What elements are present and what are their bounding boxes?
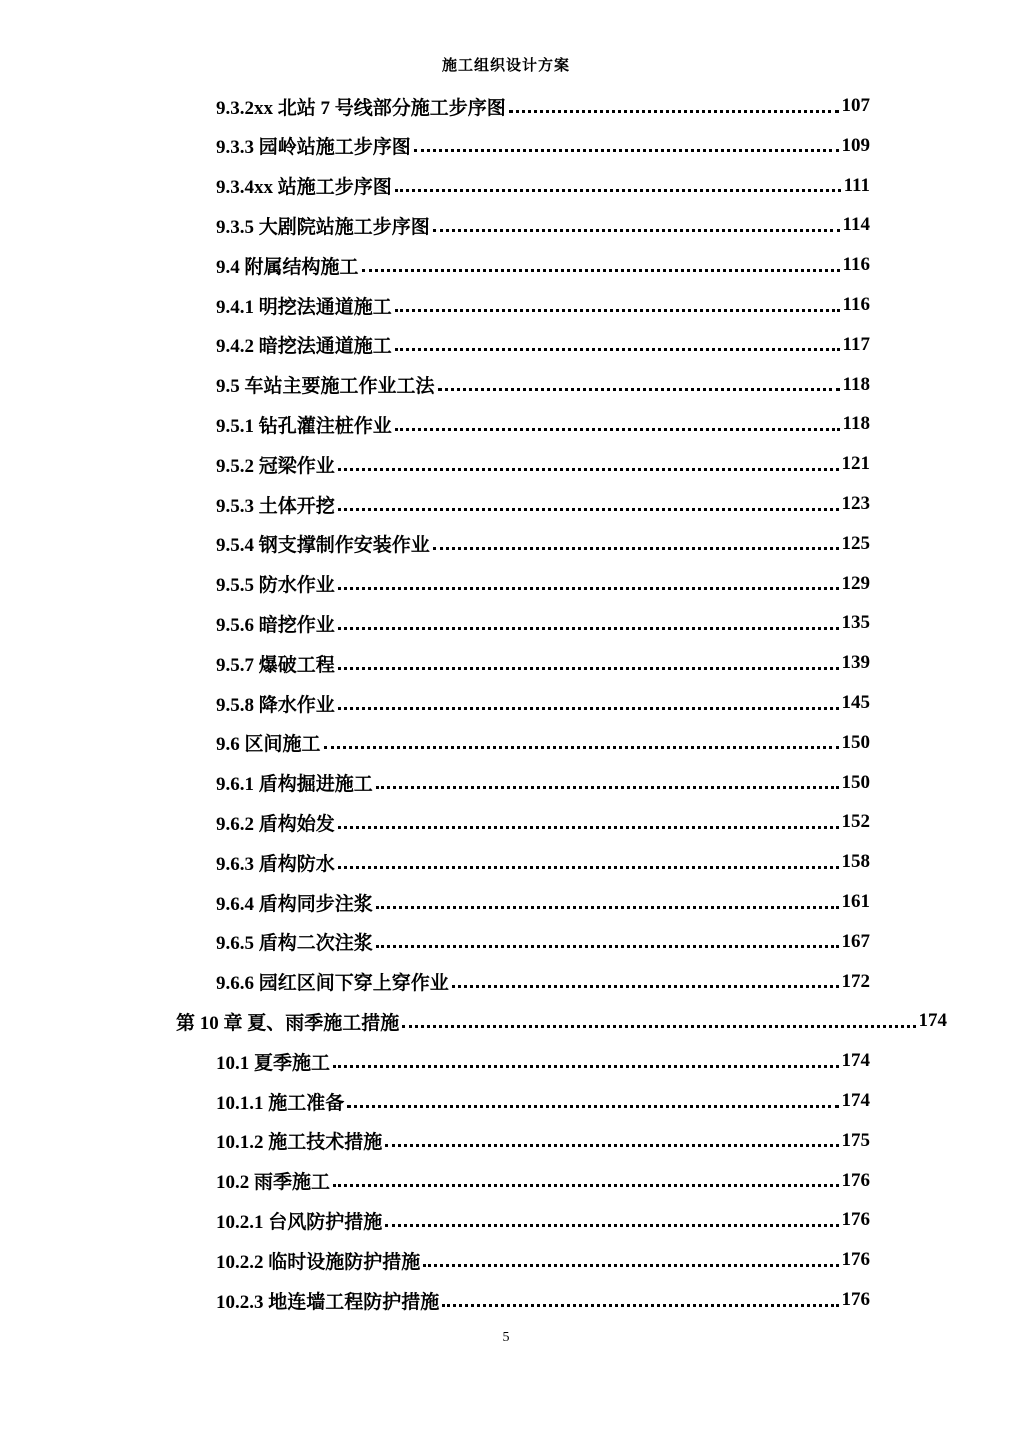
toc-dot-leader: [433, 547, 839, 550]
toc-entry-page: 117: [842, 333, 870, 355]
toc-entry[interactable]: [216, 1123, 870, 1159]
toc-entry-label: 9.6.4 盾构同步注浆: [216, 893, 373, 915]
toc-entry-page: 172: [841, 970, 870, 992]
toc-entry[interactable]: [216, 1202, 870, 1238]
toc-entry[interactable]: [216, 685, 870, 721]
toc-entry-label: 9.5.8 降水作业: [216, 694, 335, 716]
toc-entry[interactable]: [216, 1043, 870, 1079]
toc-dot-leader: [385, 1144, 838, 1147]
toc-dot-leader: [385, 1224, 838, 1227]
toc-dot-leader: [395, 309, 840, 312]
toc-dot-leader: [338, 508, 839, 511]
toc-dot-leader: [395, 428, 840, 431]
toc-dot-leader: [423, 1264, 838, 1267]
toc-entry-label: 9.6 区间施工: [216, 734, 321, 756]
toc-entry-page: 175: [841, 1129, 870, 1151]
toc-entry[interactable]: [216, 327, 870, 363]
toc-dot-leader: [395, 348, 840, 351]
toc-entry[interactable]: [216, 924, 870, 960]
toc-dot-leader: [376, 945, 839, 948]
toc-dot-leader: [452, 985, 839, 988]
toc-entry-page: 174: [841, 1050, 870, 1072]
toc-dot-leader: [333, 1065, 838, 1068]
toc-dot-leader: [338, 627, 839, 630]
toc-entry-page: 116: [842, 294, 870, 315]
toc-dot-leader: [338, 667, 839, 670]
toc-entry[interactable]: [216, 486, 870, 522]
toc-entry-label: 9.6.6 园红区间下穿上穿作业: [216, 973, 449, 995]
toc-entry-page: 158: [841, 851, 870, 873]
toc-entry-label: 9.6.2 盾构始发: [216, 813, 335, 835]
toc-entry-page: 145: [841, 692, 870, 713]
toc-entry[interactable]: [216, 605, 870, 641]
toc-entry[interactable]: [216, 1163, 870, 1199]
toc-entry[interactable]: [216, 964, 870, 1000]
toc-entry-label: 10.2 雨季施工: [216, 1172, 331, 1194]
toc-entry[interactable]: [216, 765, 870, 801]
toc-entry[interactable]: [216, 88, 870, 124]
toc-entry[interactable]: [216, 844, 870, 880]
toc-entry-label: 10.1.2 施工技术措施: [216, 1132, 383, 1154]
toc-entry[interactable]: [216, 804, 870, 840]
toc-entry-label: 9.4.1 明挖法通道施工: [216, 296, 392, 318]
toc-entry-label: 9.5.5 防水作业: [216, 575, 335, 597]
toc-entry-label: 10.2.3 地连墙工程防护措施: [216, 1291, 440, 1313]
toc-entry-page: 174: [841, 1090, 870, 1111]
toc-entry[interactable]: [216, 1282, 870, 1318]
toc-entry[interactable]: [216, 367, 870, 403]
toc-entry-page: 114: [842, 214, 870, 236]
toc-entry-label: 9.6.3 盾构防水: [216, 853, 335, 875]
toc-entry[interactable]: [216, 446, 870, 482]
toc-entry[interactable]: [216, 526, 870, 562]
toc-entry-label: 9.3.4xx 站施工步序图: [216, 177, 392, 199]
toc-entry[interactable]: [216, 168, 870, 204]
toc-entry-label: 9.3.5 大剧院站施工步序图: [216, 216, 430, 238]
toc-dot-leader: [338, 468, 839, 471]
toc-entry-page: 176: [841, 1289, 870, 1310]
toc-entry[interactable]: [216, 287, 870, 323]
toc-entry-page: 135: [841, 612, 870, 634]
toc-entry[interactable]: [216, 645, 870, 681]
toc-entry-page: 116: [842, 254, 870, 276]
toc-entry-label: 9.6.5 盾构二次注浆: [216, 933, 373, 955]
toc-dot-leader: [347, 1105, 838, 1108]
toc-entry-page: 118: [842, 373, 870, 395]
toc-dot-leader: [338, 866, 839, 869]
toc-entry-page: 176: [841, 1169, 870, 1191]
toc-entry-label: 10.1 夏季施工: [216, 1052, 331, 1074]
toc-entry-page: 123: [841, 493, 870, 514]
toc-entry[interactable]: [216, 128, 870, 164]
toc-entry[interactable]: [216, 884, 870, 920]
toc-dot-leader: [376, 786, 839, 789]
toc-entry-label: 10.2.2 临时设施防护措施: [216, 1251, 421, 1273]
toc-entry-label: 9.5 车站主要施工作业工法: [216, 376, 435, 398]
toc-entry-page: 125: [841, 532, 870, 554]
toc-dot-leader: [324, 746, 839, 749]
toc-entry[interactable]: [216, 247, 870, 283]
toc-dot-leader: [442, 1304, 838, 1307]
toc-entry-label: 10.2.1 台风防护措施: [216, 1211, 383, 1233]
toc-entry[interactable]: [216, 1242, 870, 1278]
toc-dot-leader: [414, 149, 839, 152]
toc-dot-leader: [438, 388, 840, 391]
toc-entry-page: 118: [842, 413, 870, 435]
toc-dot-leader: [395, 189, 841, 192]
toc-entry-label: 第 10 章 夏、雨季施工措施: [176, 1012, 400, 1034]
toc-entry-page: 109: [841, 134, 870, 156]
toc-entry-label: 9.4.2 暗挖法通道施工: [216, 336, 392, 358]
toc-dot-leader: [338, 826, 839, 829]
toc-entry-label: 9.3.2xx 北站 7 号线部分施工步序图: [216, 97, 506, 119]
toc-entry-page: 139: [841, 652, 870, 674]
toc-entry-label: 10.1.1 施工准备: [216, 1092, 345, 1114]
toc-entry[interactable]: [216, 725, 870, 761]
toc-entry-page: 152: [841, 811, 870, 833]
page-header-title: 施工组织设计方案: [441, 58, 570, 74]
toc-entry-label: 9.6.1 盾构掘进施工: [216, 774, 373, 796]
toc-entry-label: 9.5.6 暗挖作业: [216, 614, 335, 636]
toc-entry-page: 174: [918, 1010, 947, 1032]
toc-dot-leader: [362, 269, 840, 272]
toc-entry-label: 9.5.2 冠梁作业: [216, 455, 335, 477]
toc-dot-leader: [509, 110, 839, 113]
toc-entry-label: 9.3.3 园岭站施工步序图: [216, 137, 411, 159]
toc-dot-leader: [338, 587, 839, 590]
toc-dot-leader: [333, 1184, 838, 1187]
toc-entry-label: 9.5.3 土体开挖: [216, 495, 335, 517]
toc-entry-page: 129: [841, 572, 870, 594]
toc-dot-leader: [402, 1025, 915, 1028]
toc-entry[interactable]: [216, 406, 870, 442]
toc-entry-label: 9.4 附属结构施工: [216, 256, 359, 278]
toc-entry-page: 176: [841, 1249, 870, 1271]
toc-entry-page: 176: [841, 1209, 870, 1231]
toc-entry-label: 9.5.1 钻孔灌注桩作业: [216, 415, 392, 437]
toc-entry-page: 150: [841, 731, 870, 753]
toc-entry-page: 150: [841, 771, 870, 793]
toc-entry-page: 107: [841, 95, 870, 116]
toc-entry-page: 111: [843, 174, 870, 196]
toc-entry-page: 121: [841, 453, 870, 475]
toc-dot-leader: [433, 229, 840, 232]
toc-dot-leader: [338, 707, 839, 710]
toc-entry[interactable]: [216, 1083, 870, 1119]
toc-entry[interactable]: [216, 207, 870, 243]
page-number: 5: [502, 1330, 510, 1345]
toc-entry-label: 9.5.7 爆破工程: [216, 654, 335, 676]
toc-entry-page: 167: [841, 930, 870, 952]
toc-dot-leader: [376, 906, 839, 909]
toc-chapter-entry[interactable]: [176, 1003, 947, 1039]
toc-entry-page: 161: [841, 891, 870, 912]
toc-entry-label: 9.5.4 钢支撑制作安装作业: [216, 535, 430, 557]
toc-entry[interactable]: [216, 566, 870, 602]
